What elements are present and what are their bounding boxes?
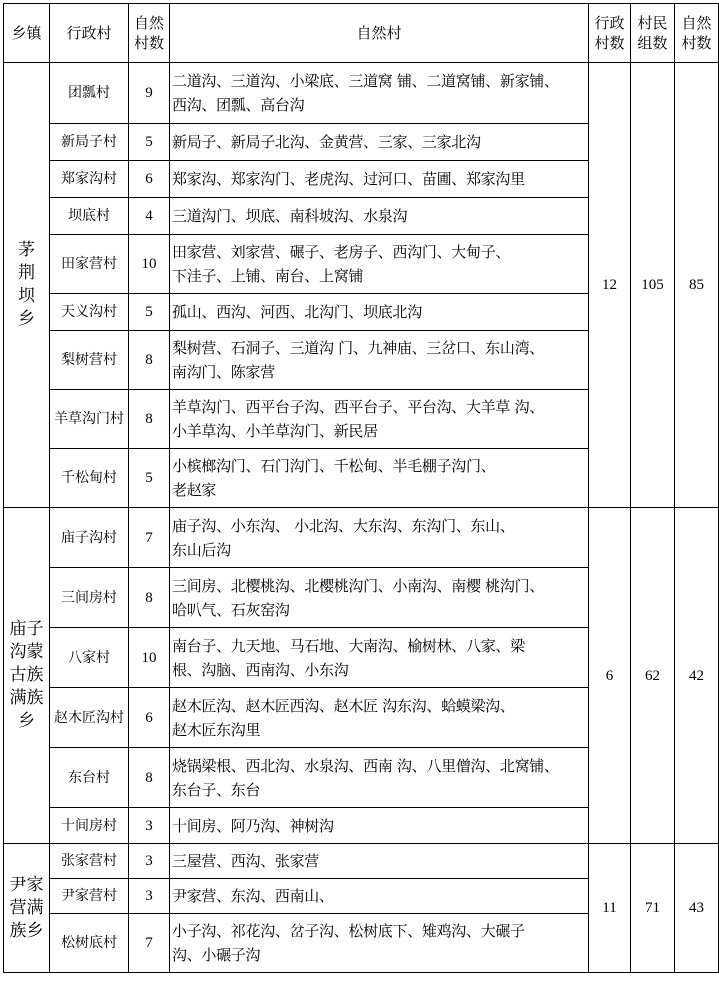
town-name-line: 茅 (18, 240, 35, 260)
header-natural-villages: 自然村 (170, 4, 589, 63)
town-name-line: 沟蒙 (9, 642, 44, 662)
natural-village-count: 6 (129, 161, 170, 198)
natural-village-list (170, 879, 589, 914)
admin-village-name: 田家营村 (50, 235, 129, 294)
table-row (4, 63, 719, 124)
natural-village-list (170, 161, 589, 198)
natural-village-line: 孤山、西沟、河西、北沟门、坝底北沟 (172, 303, 422, 321)
natural-village-list (170, 844, 589, 879)
natural-total-cell: 42 (675, 508, 719, 844)
admin-village-name: 庙子沟村 (50, 508, 129, 568)
natural-village-count: 8 (129, 331, 170, 390)
admin-village-name: 尹家营村 (50, 879, 129, 914)
natural-village-line: 新局子、新局子北沟、金黄营、三家、三家北沟 (172, 133, 481, 151)
natural-village-count: 5 (129, 294, 170, 331)
natural-village-list (170, 568, 589, 628)
natural-village-line: 郑家沟、郑家沟门、老虎沟、过河口、苗圃、郑家沟里 (172, 170, 525, 188)
header-town: 乡镇 (4, 4, 50, 63)
natural-village-list (170, 63, 589, 124)
natural-village-list (170, 294, 589, 331)
admin-village-name: 千松甸村 (50, 449, 129, 508)
groups-cell: 62 (631, 508, 675, 844)
natural-village-line: 沟、小碾子沟 (172, 946, 261, 964)
natural-village-line: 梨树营、石洞子、三道沟 门、九神庙、三岔口、东山湾、 (172, 339, 544, 357)
natural-village-line: 烧锅梁根、西北沟、水泉沟、西南 沟、八里僧沟、北窝铺、 (172, 756, 559, 775)
natural-village-line: 三间房、北樱桃沟、北樱桃沟门、小南沟、南樱 桃沟门、 (172, 576, 544, 595)
natural-village-count: 8 (129, 390, 170, 449)
admin-count-cell: 6 (589, 508, 631, 844)
natural-village-line: 小羊草沟、小羊草沟门、新民居 (172, 422, 378, 440)
natural-village-line: 十间房、阿乃沟、神树沟 (172, 816, 334, 835)
town-name-line: 满族 (9, 688, 44, 708)
natural-village-count: 10 (129, 628, 170, 688)
natural-village-count: 5 (129, 124, 170, 161)
table-row (4, 844, 719, 879)
natural-village-line: 田家营、刘家营、碾子、老房子、西沟门、大甸子、 (172, 243, 511, 261)
admin-count-cell: 11 (589, 844, 631, 973)
natural-village-line: 南沟门、陈家营 (172, 363, 275, 381)
header-natural-total: 自然 村数 (675, 4, 719, 63)
natural-village-count: 4 (129, 198, 170, 235)
natural-village-list (170, 449, 589, 508)
admin-village-name: 八家村 (50, 628, 129, 688)
admin-village-name: 梨树营村 (50, 331, 129, 390)
groups-cell: 105 (631, 63, 675, 508)
natural-village-line: 二道沟、三道沟、小梁底、三道窝 铺、二道窝铺、新家铺、 (172, 72, 559, 90)
natural-village-list (170, 808, 589, 844)
natural-village-list (170, 331, 589, 390)
natural-village-line: 下洼子、上铺、南台、上窝铺 (172, 267, 364, 285)
natural-village-line: 尹家营、东沟、西南山、 (172, 887, 334, 905)
admin-village-name: 三间房村 (50, 568, 129, 628)
natural-village-line: 老赵家 (172, 481, 217, 499)
natural-village-count: 7 (129, 914, 170, 973)
natural-village-line: 庙子沟、小东沟、 小北沟、大东沟、东沟门、东山、 (172, 516, 515, 535)
town-name-line: 坝 (18, 286, 35, 306)
natural-village-line: 赵木匠沟、赵木匠西沟、赵木匠 沟东沟、蛤蟆梁沟、 (172, 696, 515, 715)
natural-village-line: 东台子、东台 (172, 780, 261, 799)
natural-total-cell: 85 (675, 63, 719, 508)
natural-village-list (170, 508, 589, 568)
natural-village-count: 6 (129, 688, 170, 748)
header-row (4, 4, 719, 63)
natural-village-list (170, 914, 589, 973)
admin-village-name: 松树底村 (50, 914, 129, 973)
header-groups: 村民 组数 (631, 4, 675, 63)
table-body (4, 63, 719, 973)
admin-village-name: 十间房村 (50, 808, 129, 844)
village-table (3, 3, 719, 973)
natural-village-count: 3 (129, 879, 170, 914)
natural-village-count: 8 (129, 748, 170, 808)
natural-village-count: 10 (129, 235, 170, 294)
town-name-line: 营满 (9, 897, 44, 918)
natural-village-count: 7 (129, 508, 170, 568)
groups-cell: 71 (631, 844, 675, 973)
admin-count-cell: 12 (589, 63, 631, 508)
admin-village-name: 羊草沟门村 (50, 390, 129, 449)
header-admin-count: 行政 村数 (589, 4, 631, 63)
natural-village-count: 5 (129, 449, 170, 508)
admin-village-name: 团瓢村 (50, 63, 129, 124)
natural-village-list (170, 198, 589, 235)
natural-total-cell: 43 (675, 844, 719, 973)
natural-village-line: 根、沟脑、西南沟、小东沟 (172, 660, 349, 679)
town-name-cell (4, 844, 50, 973)
town-name-line: 荆 (18, 263, 35, 283)
town-name-line: 乡 (18, 309, 35, 329)
town-name-line: 庙子 (9, 619, 44, 639)
natural-village-line: 三道沟门、坝底、南科坡沟、水泉沟 (172, 207, 408, 225)
natural-village-list (170, 235, 589, 294)
admin-village-name: 新局子村 (50, 124, 129, 161)
natural-village-list (170, 628, 589, 688)
natural-village-line: 小槟榔沟门、石门沟门、千松甸、半毛棚子沟门、 (172, 457, 496, 475)
natural-village-line: 小子沟、祁花沟、岔子沟、松树底下、雉鸡沟、大碾子 (172, 922, 525, 940)
town-name-line: 族乡 (9, 920, 44, 941)
natural-village-line: 南台子、九天地、马石地、大南沟、榆树林、八家、梁 (172, 636, 525, 655)
admin-village-name: 张家营村 (50, 844, 129, 879)
natural-village-count: 3 (129, 808, 170, 844)
natural-village-line: 赵木匠东沟里 (172, 720, 261, 739)
town-name-line: 尹家 (9, 874, 44, 895)
natural-village-list (170, 688, 589, 748)
natural-village-line: 东山后沟 (172, 540, 231, 559)
natural-village-line: 羊草沟门、西平台子沟、西平台子、平台沟、大羊草 沟、 (172, 398, 544, 416)
admin-village-name: 坝底村 (50, 198, 129, 235)
town-name-cell (4, 63, 50, 508)
admin-village-name: 赵木匠沟村 (50, 688, 129, 748)
table-row (4, 508, 719, 568)
natural-village-list (170, 748, 589, 808)
natural-village-list (170, 124, 589, 161)
natural-village-list (170, 390, 589, 449)
town-name-cell (4, 508, 50, 844)
town-name-line: 乡 (18, 711, 35, 731)
admin-village-name: 东台村 (50, 748, 129, 808)
natural-village-count: 3 (129, 844, 170, 879)
natural-village-count: 8 (129, 568, 170, 628)
natural-village-line: 西沟、团瓢、高台沟 (172, 96, 305, 114)
natural-village-line: 哈叭气、石灰窑沟 (172, 600, 290, 619)
natural-village-line: 三屋营、西沟、张家营 (172, 852, 320, 870)
admin-village-name: 郑家沟村 (50, 161, 129, 198)
header-admin-village: 行政村 (50, 4, 129, 63)
admin-village-name: 天义沟村 (50, 294, 129, 331)
town-name-line: 古族 (9, 665, 44, 685)
header-natural-count: 自然 村数 (129, 4, 170, 63)
natural-village-count: 9 (129, 63, 170, 124)
